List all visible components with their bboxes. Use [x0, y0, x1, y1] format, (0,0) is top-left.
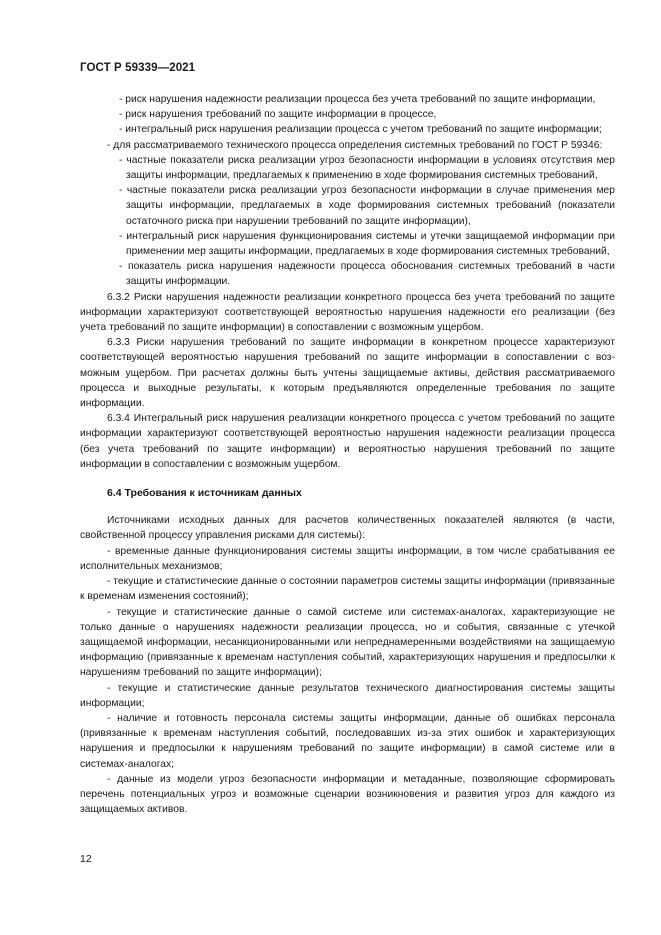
document-header: ГОСТ Р 59339—2021: [80, 62, 196, 74]
list-item: - данные из модели угроз безопасности информации и метаданные, позволяющие сформировать перечень потенциальных угроз и возможные сценарии возникновения и развития угроз для каждого из защищаемых активов.: [80, 773, 615, 816]
list-item: - частные показатели риска реализации угроз безопасности информации в условиях отсутствия мер защиты информации, предлагаемых к применению в ходе формирования системных требований,: [119, 154, 615, 182]
list-item: - частные показатели риска реализации угроз безопасности информации в случае применения мер защиты информации, предлагаемых в ходе формирования системных требований (показатели остаточного риска при нарушении требований по защите информации),: [119, 185, 615, 227]
clause-6-3-4: 6.3.4 Интегральный риск нарушения реализации конкретного процесса с учетом требований по защите информации характеризуют соответствующей вероятностью нарушения надежности реализации процесса (без учета требований по защите информации) и вероятностью нарушения требований по защите информации в сопоставлении с возможным ущербом.: [80, 413, 615, 470]
list-item: - текущие и статистические данные о самой системе или системах-аналогах, характеризующие не только данные о нарушениях надежности реализации процесса, но и события, связанные с утечкой защищаемой информации, несанкционированными или непреднамеренными воздействиями на защищаемую информацию (привязанные к временам наступления событий, характеризующих нарушения и предпосылки к нарушениям требований по защите информации);: [80, 606, 615, 679]
section-intro: Источниками исходных данных для расчетов количественных показателей являются (в части, свойственной процессу управления рисками для системы):: [80, 515, 615, 542]
list-intro: - для рассматриваемого технического процесса определения системных требований по ГОСТ Р 59346:: [107, 139, 603, 151]
clause-6-3-2: 6.3.2 Риски нарушения надежности реализации конкретного процесса без учета требований по защите информации характеризуют соответствующей вероятностью нарушения надежности его реализации (без учета требований по защите информации) в сопоставлении с возможным ущербом.: [80, 291, 615, 334]
clause-6-3-3: 6.3.3 Риски нарушения требований по защите информации в конкретном процессе характеризуют соответствующей вероятностью нарушения требований по защите информации в сопоставлении с возможным ущербом. При расчетах должны быть учтены защищаемые активы, действия рассматриваемого процесса и выходные результаты, к которым предъявляются определенные требования по защите информации.: [80, 337, 615, 410]
list-item: - риск нарушения требований по защите информации в процессе,: [119, 109, 437, 121]
list-item: - интегральный риск нарушения реализации процесса с учетом требований по защите информации;: [119, 124, 602, 136]
list-item: - текущие и статистические данные о состоянии параметров системы защиты информации (привязанные к временам изменения состояний);: [80, 576, 615, 603]
section-title: 6.4 Требования к источникам данных: [107, 487, 302, 500]
list-item: - интегральный риск нарушения функционирования системы и утечки защищаемой информации при применении мер защиты информации, предлагаемых в ходе формирования системных требований,: [119, 230, 615, 258]
page-number: 12: [80, 853, 92, 865]
list-item: - текущие и статистические данные результатов технического диагностирования системы защиты информации;: [80, 682, 615, 709]
document-body: [80, 92, 615, 817]
list-item: - наличие и готовность персонала системы защиты информации, данные об ошибках персонала (привязанные к временам наступления событий, последовавших из-за этих ошибок и характеризующих нарушения и предпосылки к нарушениям требований по защите информации) в самой системе или в системах-аналогах;: [80, 712, 615, 770]
list-item: - риск нарушения надежности реализации процесса без учета требований по защите информации,: [119, 94, 596, 105]
list-item: - показатель риска нарушения надежности процесса обоснования системных требований в части защиты информации.: [119, 261, 615, 288]
list-item: - временные данные функционирования системы защиты информации, в том числе срабатывания ее исполнительных механизмов;: [80, 545, 615, 572]
